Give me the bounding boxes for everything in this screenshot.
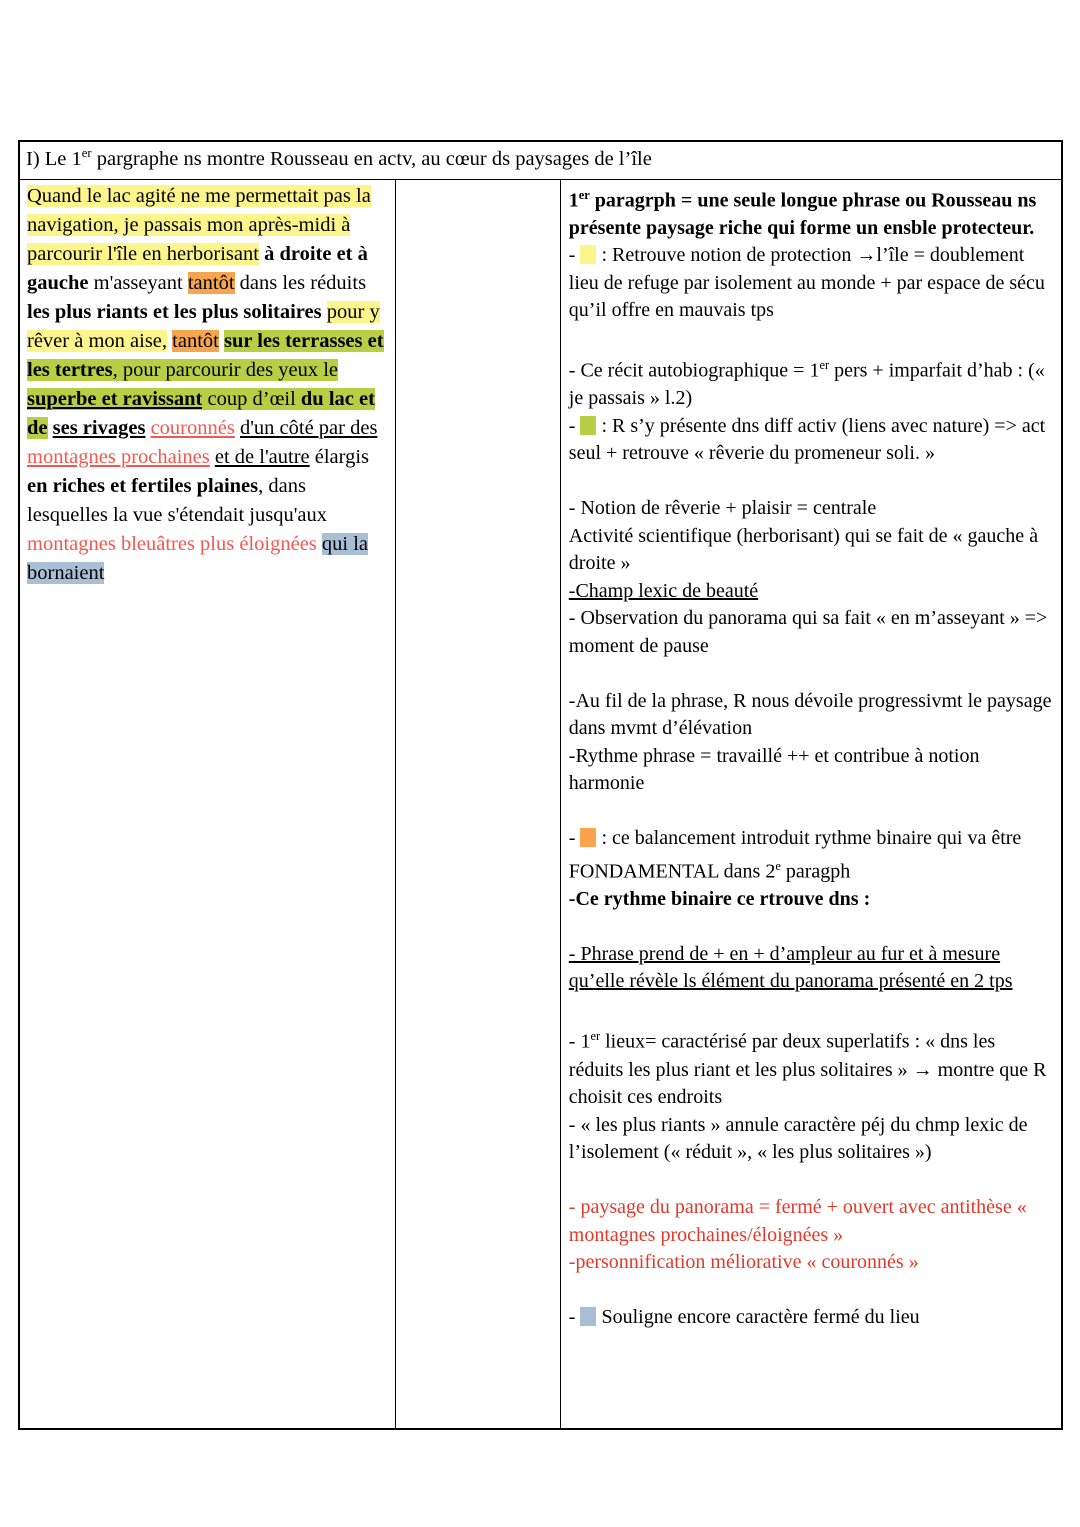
- text-segment: les plus riants et les plus solitaires: [27, 300, 322, 323]
- text-segment: -: [568, 244, 581, 267]
- text-segment: -Ce rythme binaire ce rtrouve dns :: [568, 887, 871, 910]
- text-segment: , pour parcourir des yeux le: [112, 358, 338, 381]
- text-segment: - « les plus riants » annule caractère péj du chmp lexic de l’isolement (« réduit », « les plus solitaires »): [568, 1113, 1028, 1164]
- text-segment: sur les terrasses et les tertres: [27, 329, 384, 381]
- text-segment: Quand le lac agité ne me permettait pas la navigation, je passais mon après-midi à parcourir l'île en herborisant: [27, 184, 371, 265]
- body-row: [19, 179, 1062, 1429]
- text-segment: , dans lesquelles la vue s'étendait jusqu'aux: [27, 474, 328, 526]
- text-segment: et de l'autre: [214, 445, 310, 468]
- text-segment: er: [81, 146, 92, 160]
- text-segment: coup d’œil: [202, 387, 301, 410]
- text-segment: qui la bornaient: [27, 532, 369, 584]
- text-segment: dans les réduits: [234, 271, 367, 294]
- text-segment: [322, 301, 327, 323]
- analysis-table: [18, 140, 1063, 1430]
- text-segment: ses rivages: [52, 416, 146, 439]
- text-segment: pargraphe ns montre Rousseau en actv, au cœur ds paysages de l’île: [91, 147, 652, 170]
- text-segment: -Champ lexic de beauté: [568, 579, 759, 602]
- text-segment: -personnification méliorative « couronnés »: [568, 1251, 919, 1274]
- text-segment: : ce balancement introduit rythme binaire qui va être FONDAMENTAL dans 2: [568, 827, 1022, 883]
- text-segment: 1: [568, 189, 579, 212]
- text-segment: paragph: [780, 860, 851, 883]
- text-segment: -: [568, 827, 581, 850]
- text-segment: : R s’y présente dns diff activ (liens avec nature) => act seul + retrouve « rêverie du promeneur soli. »: [568, 414, 1046, 465]
- notes-column: [560, 179, 1062, 1429]
- text-segment: tantôt: [172, 329, 219, 352]
- text-segment: couronnés: [150, 416, 235, 439]
- text-segment: : Retrouve notion de protection →l’île = doublement lieu de refuge par isolement au monde + par espace de sécu qu’il offre en mauvais tps: [568, 244, 1045, 322]
- text-segment: en riches et fertiles plaines: [27, 474, 259, 497]
- text-segment: I) Le 1: [26, 147, 82, 170]
- text-segment: tantôt: [187, 271, 235, 294]
- section-heading: [19, 141, 1062, 179]
- quote-column: [19, 179, 396, 1429]
- text-segment: -: [568, 414, 581, 437]
- text-segment: e: [775, 858, 781, 873]
- text-segment: d'un côté par des: [239, 416, 378, 439]
- text-segment: er: [819, 358, 830, 373]
- text-segment: pour y rêver à mon aise,: [27, 300, 380, 352]
- heading-row: [19, 141, 1062, 179]
- text-segment: m'asseyant: [88, 271, 188, 294]
- text-segment: - Notion de rêverie + plaisir = centrale: [568, 497, 877, 520]
- text-segment: - Phrase prend de + en + d’ampleur au fur et à mesure qu’elle révèle ls élément du panorama présenté en 2 tps: [568, 942, 1013, 993]
- color-swatch: [580, 1307, 596, 1326]
- text-segment: superbe et ravissant: [27, 387, 203, 410]
- color-swatch: [580, 245, 596, 264]
- text-segment: montagnes prochaines: [27, 445, 210, 468]
- color-swatch: [580, 828, 596, 847]
- color-swatch: [580, 416, 596, 435]
- text-segment: -Au fil de la phrase, R nous dévoile progressivmt le paysage dans mvmt d’élévation: [568, 689, 1052, 740]
- text-segment: Activité scientifique (herborisant) qui se fait de « gauche à droite »: [568, 524, 1039, 575]
- text-segment: - Observation du panorama qui sa fait « en m’asseyant » => moment de pause: [568, 607, 1048, 657]
- text-segment: er: [590, 1029, 601, 1044]
- text-segment: paragrph = une seule longue phrase ou Rousseau ns présente paysage riche qui forme un ensble protecteur.: [568, 189, 1037, 239]
- text-segment: élargis: [309, 445, 370, 468]
- text-segment: -: [568, 1306, 581, 1329]
- text-segment: montagnes bleuâtres plus éloignées: [27, 532, 317, 555]
- text-segment: Souligne encore caractère fermé du lieu: [596, 1306, 920, 1329]
- text-segment: - paysage du panorama = fermé + ouvert avec antithèse « montagnes prochaines/éloignées »: [568, 1196, 1027, 1246]
- text-segment: pers + imparfait d’hab : (« je passais » l.2): [568, 359, 1045, 410]
- text-segment: lieux= caractérisé par deux superlatifs : « dns les réduits les plus riant et les plus solitaires » → montre que R choisit ces endroits: [568, 1031, 1047, 1109]
- empty-column: [396, 179, 561, 1429]
- text-segment: - 1: [568, 1031, 591, 1054]
- text-segment: du lac et de: [27, 387, 375, 439]
- text-segment: - Ce récit autobiographique = 1: [568, 359, 820, 382]
- text-segment: -Rythme phrase = travaillé ++ et contribue à notion harmonie: [568, 744, 980, 795]
- text-segment: à droite et à gauche: [27, 242, 368, 294]
- text-segment: er: [578, 187, 590, 202]
